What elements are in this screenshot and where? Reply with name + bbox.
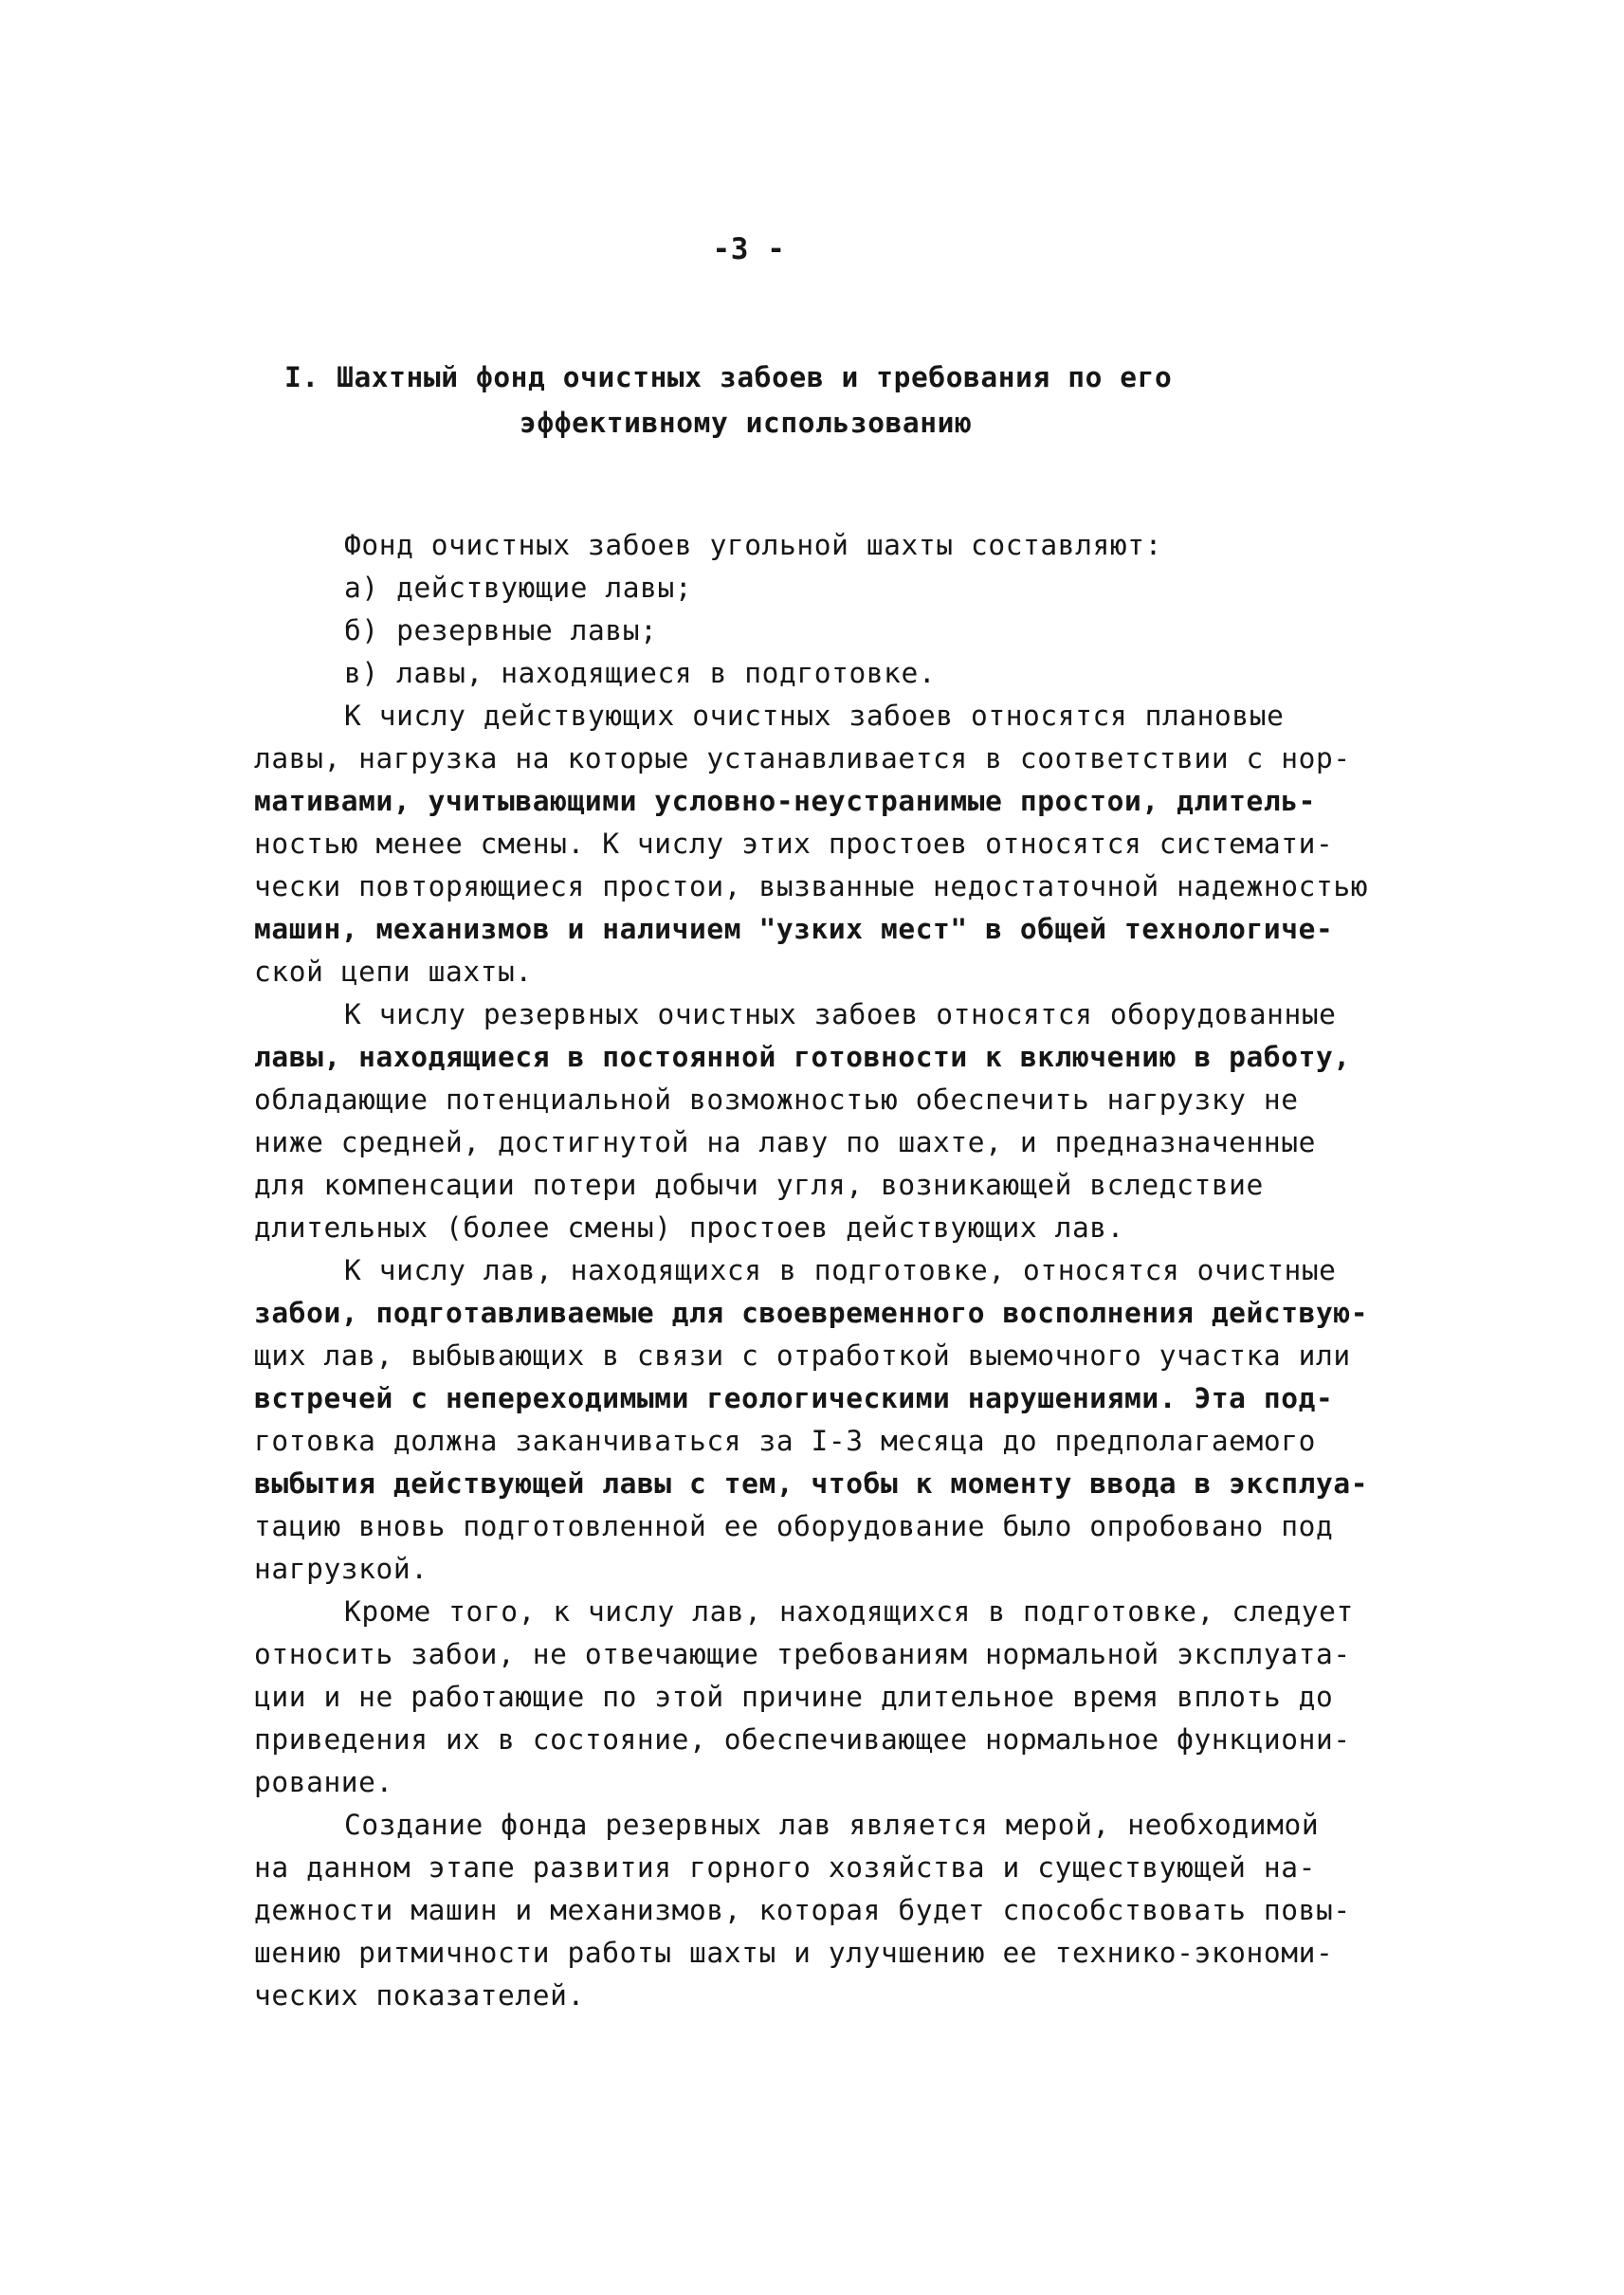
text-line: Кроме того, к числу лав, находящихся в подготовке, следует (344, 1595, 1354, 1628)
text-line: рование. (254, 1766, 393, 1798)
text-line: длительных (более смены) простоев действующих лав. (254, 1211, 1125, 1244)
text-line: К числу лав, находящихся в подготовке, относятся очистные (344, 1254, 1337, 1286)
text-line: приведения их в состояние, обеспечивающее нормальное функциони- (254, 1723, 1351, 1756)
text-line: ностью менее смены. К числу этих простоев относятся системати- (254, 828, 1334, 860)
text-line: нагрузкой. (254, 1553, 429, 1585)
text-line: выбытия действующей лавы с тем, чтобы к моменту ввода в эксплуа- (254, 1467, 1369, 1500)
text-line: лавы, нагрузка на которые устанавливается в соответствии с нор- (254, 742, 1351, 774)
text-line: забои, подготавливаемые для своевременного восполнения действую- (254, 1297, 1369, 1329)
text-line: ниже средней, достигнутой на лаву по шахте, и предназначенные (254, 1126, 1316, 1158)
text-line: готовка должна заканчиваться за I-3 месяца до предполагаемого (254, 1425, 1316, 1457)
text-line: чески повторяющиеся простои, вызванные недостаточной надежностью (254, 870, 1369, 902)
text-line: Фонд очистных забоев угольной шахты составляют: (344, 529, 1162, 561)
text-line: для компенсации потери добычи угля, возникающей вследствие (254, 1169, 1264, 1201)
text-line: ческих показателей. (254, 1979, 585, 2012)
text-line: Создание фонда резервных лав является мерой, необходимой (344, 1809, 1320, 1841)
text-line: щих лав, выбывающих в связи с отработкой выемочного участка или (254, 1339, 1351, 1372)
text-line: дежности машин и механизмов, которая будет способствовать повы- (254, 1894, 1351, 1926)
text-line: тацию вновь подготовленной ее оборудование было опробовано под (254, 1510, 1334, 1542)
text-line: встречей с непереходимыми геологическими нарушениями. Эта под- (254, 1382, 1334, 1414)
page-number: -3 - (712, 232, 786, 266)
text-line: шению ритмичности работы шахты и улучшению ее технико-экономи- (254, 1937, 1334, 1969)
text-line: К числу резервных очистных забоев относятся оборудованные (344, 998, 1337, 1030)
text-line: б) резервные лавы; (344, 614, 658, 647)
text-line: а) действующие лавы; (344, 572, 693, 604)
heading-line-1: I. Шахтный фонд очистных забоев и требования по его (284, 361, 1173, 393)
text-line: машин, механизмов и наличием "узких мест" в общей технологиче- (254, 913, 1334, 945)
text-line: ции и не работающие по этой причине длительное время вплоть до (254, 1681, 1334, 1713)
text-line: лавы, находящиеся в постоянной готовности к включению в работу, (254, 1041, 1351, 1073)
text-line: ской цепи шахты. (254, 956, 533, 988)
section-heading (284, 355, 1232, 446)
text-line: на данном этапе развития горного хозяйства и существующей на- (254, 1851, 1316, 1884)
text-line: относить забои, не отвечающие требованиям нормальной эксплуата- (254, 1638, 1351, 1670)
text-line: мативами, учитывающими условно-неустранимые простои, длитель- (254, 785, 1316, 817)
heading-line-2: эффективному использованию (520, 407, 973, 439)
text-line: К числу действующих очистных забоев относятся плановые (344, 700, 1285, 732)
text-line: в) лавы, находящиеся в подготовке. (344, 657, 937, 689)
text-line: обладающие потенциальной возможностью обеспечить нагрузку не (254, 1084, 1299, 1116)
